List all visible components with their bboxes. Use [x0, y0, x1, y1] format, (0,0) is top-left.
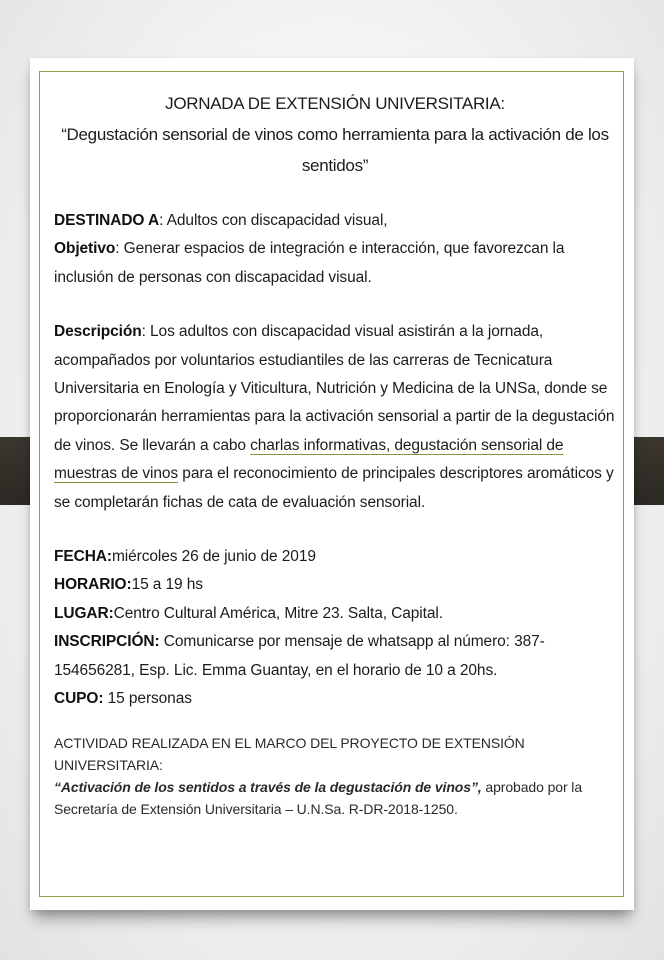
destinado-text: : Adultos con discapacidad visual, — [159, 212, 388, 229]
inscripcion-line — [54, 628, 616, 685]
lugar-line — [54, 600, 616, 628]
descripcion-text-2: para el reconocimiento de principales descriptores aromáticos y se completarán fichas de cata de evaluación sensorial. — [54, 465, 614, 511]
inscripcion-label: INSCRIPCIÓN: — [54, 633, 160, 651]
cupo-label: CUPO: — [54, 690, 104, 708]
descripcion-paragraph — [54, 318, 616, 517]
descripcion-label: Descripción — [54, 323, 142, 341]
destinado-paragraph — [54, 207, 616, 235]
footer-approval: aprobado por la Secretaría de Extensión Universitaria – U.N.Sa. R-DR-2018-1250. — [54, 778, 583, 817]
title-line-2: “Degustación sensorial de vinos como herramienta para la activación de los sentidos” — [61, 125, 609, 175]
lugar-text: Centro Cultural América, Mitre 23. Salta, Capital. — [113, 604, 443, 622]
fecha-text: miércoles 26 de junio de 2019 — [111, 548, 316, 566]
footer-line-1: ACTIVIDAD REALIZADA EN EL MARCO DEL PROYECTO DE EXTENSIÓN UNIVERSITARIA: — [54, 734, 525, 773]
flyer-title — [54, 88, 616, 181]
horario-line — [54, 571, 616, 599]
horario-text: 15 a 19 hs — [131, 576, 203, 594]
cupo-line — [54, 685, 616, 713]
descripcion-text-1: : Los adultos con discapacidad visual asistirán a la jornada, acompañados por voluntarios estudiantiles de las carreras de Tecnicatura Universitaria en Enología y Viticultura, Nutrición y Medicina de la UNSa, donde se proporcionarán herramientas para la activación sensorial a partir de la degustación de vinos. Se llevarán a cabo — [54, 323, 615, 454]
footer-project-title: “Activación de los sentidos a través de la degustación de vinos”, — [54, 778, 482, 795]
horario-label: HORARIO: — [54, 576, 132, 594]
title-line-1: JORNADA DE EXTENSIÓN UNIVERSITARIA: — [165, 94, 505, 113]
objetivo-text: : Generar espacios de integración e interacción, que favorezcan la inclusión de personas con discapacidad visual. — [54, 240, 565, 286]
lugar-label: LUGAR: — [54, 604, 114, 622]
fecha-label: FECHA: — [54, 548, 112, 566]
inscripcion-text: Comunicarse por mensaje de whatsapp al número: 387-154656281, Esp. Lic. Emma Guantay, en el horario de 10 a 20hs. — [54, 633, 545, 679]
objetivo-label: Objetivo — [54, 240, 116, 258]
flyer-content — [54, 88, 616, 820]
flyer-footer — [54, 732, 616, 820]
cupo-text: 15 personas — [103, 690, 192, 708]
descripcion-underlined: charlas informativas, degustación sensorial de muestras de vinos — [54, 436, 564, 483]
fecha-line — [54, 543, 616, 571]
destinado-label: DESTINADO A — [54, 212, 160, 229]
objetivo-paragraph — [54, 235, 616, 292]
